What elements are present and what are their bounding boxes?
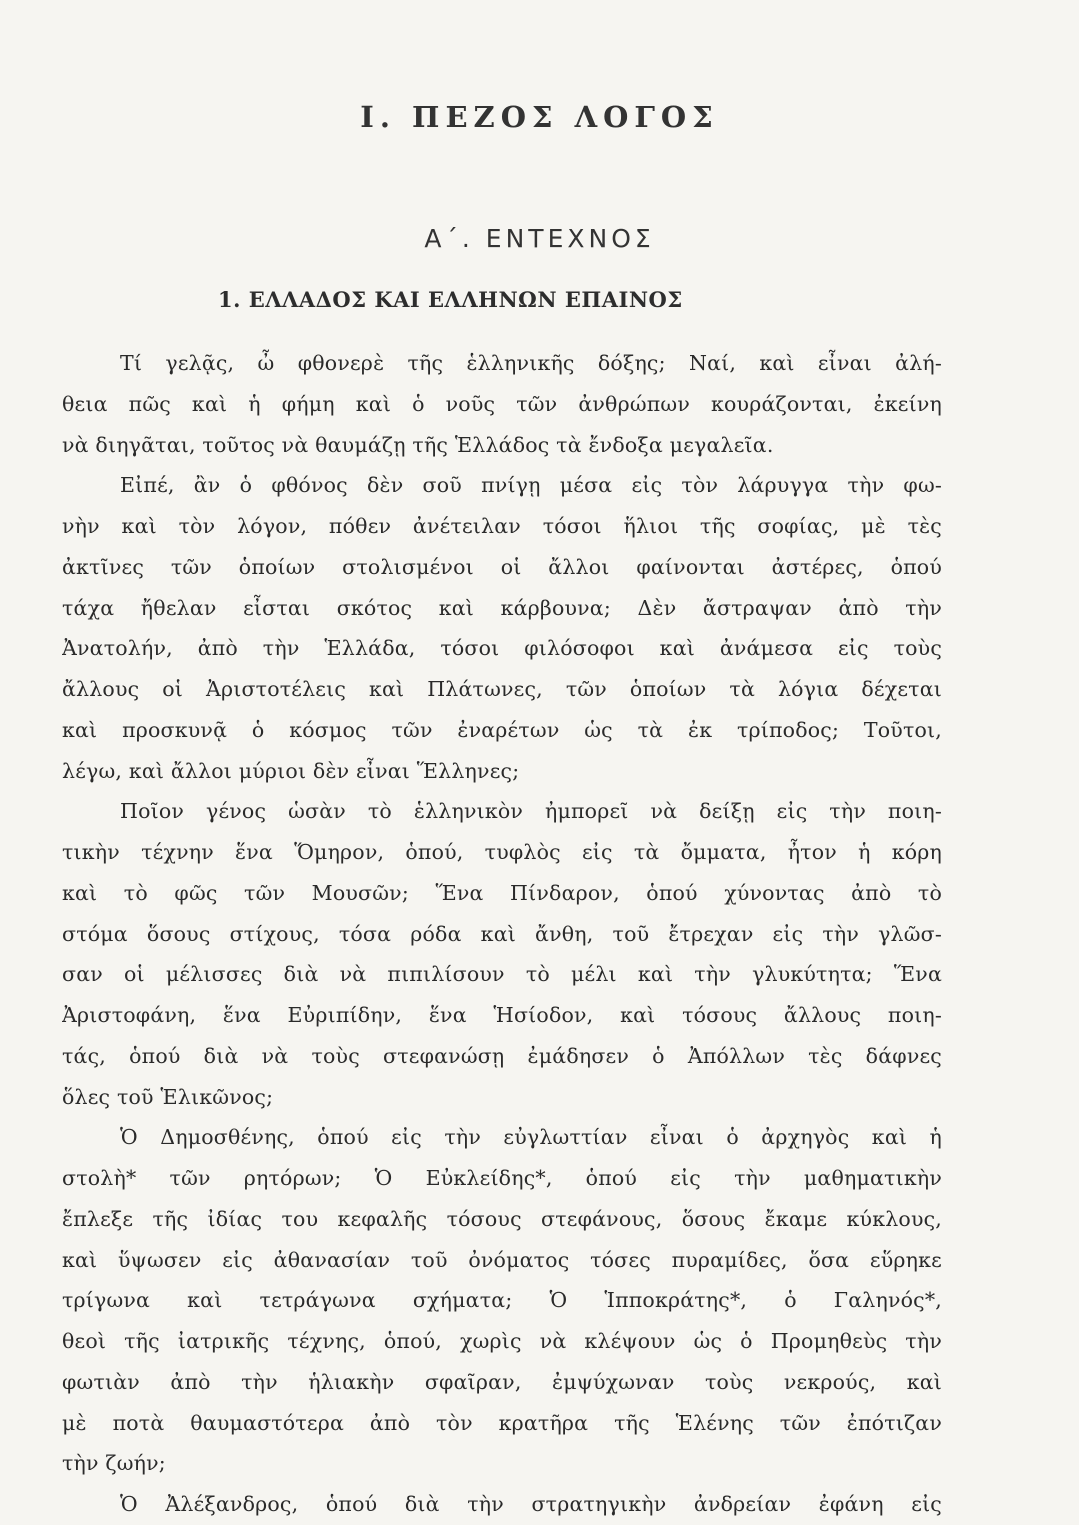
body-text — [62, 343, 942, 1525]
text-line: τάς, ὁπού διὰ νὰ τοὺς στεφανώσῃ ἐμάδησεν ὁ Ἀπόλλων τὲς δάφνες — [62, 1043, 942, 1068]
text-line: σαν οἱ μέλισσες διὰ νὰ πιπιλίσουν τὸ μέλι καὶ τὴν γλυκύτητα; Ἕνα — [62, 962, 942, 987]
text-line: Ἀριστοφάνη, ἕνα Εὐριπίδην, ἕνα Ἡσίοδον, καὶ τόσους ἄλλους ποιη- — [62, 1003, 942, 1027]
text-line: Ὁ Ἀλέξανδρος, ὁπού διὰ τὴν στρατηγικὴν ἀνδρείαν ἐφάνη εἰς — [120, 1492, 942, 1516]
text-line: τικὴν τέχνην ἕνα Ὅμηρον, ὁπού, τυφλὸς εἰς τὰ ὄμματα, ἦτον ἡ κόρη — [62, 840, 942, 864]
text-line: καὶ προσκυνᾷ ὁ κόσμος τῶν ἐναρέτων ὡς τὰ ἐκ τρίποδος; Τοῦτοι, — [62, 717, 942, 742]
text-line: τρίγωνα καὶ τετράγωνα σχήματα; Ὁ Ἱπποκράτης*, ὁ Γαληνός*, — [62, 1288, 942, 1313]
text-line: ἀκτῖνες τῶν ὁποίων στολισμένοι οἱ ἄλλοι φαίνονται ἀστέρες, ὁπού — [62, 554, 942, 579]
text-line: λέγω, καὶ ἄλλοι μύριοι δὲν εἶναι Ἕλληνες; — [62, 758, 520, 783]
text-line: Ὁ Δημοσθένης, ὁπού εἰς τὴν εὐγλωττίαν εἶναι ὁ ἀρχηγὸς καὶ ἡ — [120, 1125, 942, 1150]
text-line: στολὴ* τῶν ρητόρων; Ὁ Εὐκλείδης*, ὁπού εἰς τὴν μαθηματικὴν — [62, 1166, 942, 1190]
text-line: θεοὶ τῆς ἰατρικῆς τέχνης, ὁπού, χωρὶς νὰ κλέψουν ὡς ὁ Προμηθεὺς τὴν — [62, 1329, 942, 1353]
text-line: τάχα ἤθελαν εἶσται σκότος καὶ κάρβουνα; Δὲν ἄστραψαν ἀπὸ τὴν — [62, 595, 942, 620]
text-line: ἄλλους οἱ Ἀριστοτέλεις καὶ Πλάτωνες, τῶν ὁποίων τὰ λόγια δέχεται — [62, 677, 942, 701]
chapter-title: 1. ΕΛΛΑΔΟΣ ΚΑΙ ΕΛΛΗΝΩΝ ΕΠΑΙΝΟΣ — [218, 287, 683, 312]
text-line: φωτιὰν ἀπὸ τὴν ἡλιακὴν σφαῖραν, ἐμψύχωναν τοὺς νεκρούς, καὶ — [62, 1369, 942, 1394]
text-line: θεια πῶς καὶ ἡ φήμη καὶ ὁ νοῦς τῶν ἀνθρώπων κουράζονται, ἐκείνη — [62, 391, 942, 416]
text-line: καὶ τὸ φῶς τῶν Μουσῶν; Ἕνα Πίνδαρον, ὁπού χύνοντας ἀπὸ τὸ — [62, 880, 942, 905]
text-line: καὶ ὕψωσεν εἰς ἀθανασίαν τοῦ ὀνόματος τόσες πυραμίδες, ὅσα εὕρηκε — [62, 1247, 942, 1272]
text-line: Ἀνατολήν, ἀπὸ τὴν Ἑλλάδα, τόσοι φιλόσοφοι καὶ ἀνάμεσα εἰς τοὺς — [62, 636, 942, 661]
part-title: Ι. ΠΕΖΟΣ ΛΟΓΟΣ — [360, 100, 719, 134]
text-line: Τί γελᾷς, ὦ φθονερὲ τῆς ἑλληνικῆς δόξης; Ναί, καὶ εἶναι ἀλή- — [120, 351, 942, 375]
section-title: Α΄. ΕΝΤΕΧΝΟΣ — [424, 224, 655, 253]
text-line: νὴν καὶ τὸν λόγον, πόθεν ἀνέτειλαν τόσοι ἥλιοι τῆς σοφίας, μὲ τὲς — [62, 514, 942, 538]
text-line: μὲ ποτὰ θαυμαστότερα ἀπὸ τὸν κρατῆρα τῆς Ἑλένης τῶν ἐπότιζαν — [62, 1410, 942, 1435]
text-line: στόμα ὅσους στίχους, τόσα ρόδα καὶ ἄνθη, τοῦ ἔτρεχαν εἰς τὴν γλῶσ- — [62, 921, 942, 946]
text-line: Ποῖον γένος ὡσὰν τὸ ἑλληνικὸν ἠμπορεῖ νὰ δείξῃ εἰς τὴν ποιη- — [120, 799, 942, 824]
text-line: νὰ διηγᾶται, τοῦτος νὰ θαυμάζῃ τῆς Ἑλλάδος τὰ ἔνδοξα μεγαλεῖα. — [62, 432, 774, 457]
text-line: ὅλες τοῦ Ἑλικῶνος; — [62, 1084, 274, 1109]
text-line: ἔπλεξε τῆς ἰδίας του κεφαλῆς τόσους στεφάνους, ὅσους ἔκαμε κύκλους, — [62, 1206, 942, 1231]
text-line: Εἰπέ, ἂν ὁ φθόνος δὲν σοῦ πνίγῃ μέσα εἰς τὸν λάρυγγα τὴν φω- — [120, 473, 942, 498]
text-line: τὴν ζωήν; — [62, 1451, 166, 1476]
